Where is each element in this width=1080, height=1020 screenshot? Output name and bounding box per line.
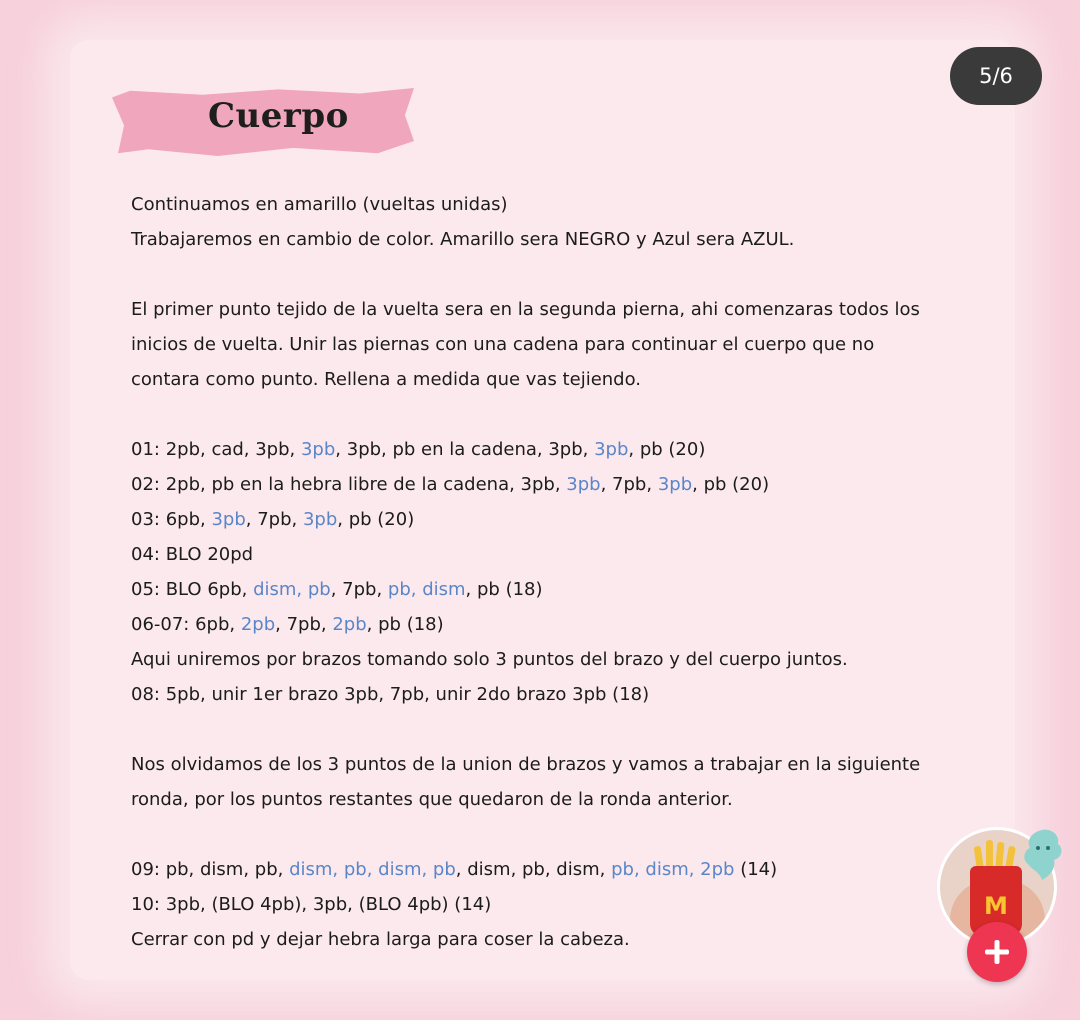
paragraph-line: inicios de vuelta. Unir las piernas con una cadena para continuar el cuerpo que no bbox=[131, 334, 875, 355]
add-button[interactable] bbox=[967, 922, 1027, 982]
arm-join-note: Aqui uniremos por brazos tomando solo 3 puntos del brazo y del cuerpo juntos. bbox=[131, 649, 848, 670]
pattern-text bbox=[131, 187, 971, 957]
round-04: 04: BLO 20pd bbox=[131, 544, 254, 565]
round-06-07: 06-07: 6pb, 2pb, 7pb, 2pb, pb (18) bbox=[131, 614, 444, 635]
fries-avatar[interactable]: M bbox=[940, 830, 1054, 944]
round-02: 02: 2pb, pb en la hebra libre de la cadena, 3pb, 3pb, 7pb, 3pb, pb (20) bbox=[131, 474, 770, 495]
paragraph-line: ronda, por los puntos restantes que quedaron de la ronda anterior. bbox=[131, 789, 733, 810]
intro-line: Continuamos en amarillo (vueltas unidas) bbox=[131, 194, 508, 215]
plus-icon bbox=[982, 937, 1012, 967]
paragraph-line: Nos olvidamos de los 3 puntos de la union de brazos y vamos a trabajar en la siguiente bbox=[131, 754, 921, 775]
round-03: 03: 6pb, 3pb, 7pb, 3pb, pb (20) bbox=[131, 509, 415, 530]
closing-instruction: Cerrar con pd y dejar hebra larga para coser la cabeza. bbox=[131, 929, 630, 950]
sticker-icon bbox=[1020, 826, 1066, 884]
paragraph-line: El primer punto tejido de la vuelta sera en la segunda pierna, ahi comenzaras todos los bbox=[131, 299, 920, 320]
intro-line: Trabajaremos en cambio de color. Amarillo sera NEGRO y Azul sera AZUL. bbox=[131, 229, 795, 250]
paragraph-line: contara como punto. Rellena a medida que vas tejiendo. bbox=[131, 369, 642, 390]
page-indicator: 5/6 bbox=[950, 47, 1042, 105]
round-09: 09: pb, dism, pb, dism, pb, dism, pb, dism, pb, dism, pb, dism, 2pb (14) bbox=[131, 859, 778, 880]
round-05: 05: BLO 6pb, dism, pb, 7pb, pb, dism, pb (18) bbox=[131, 579, 543, 600]
page-title: Cuerpo bbox=[208, 96, 349, 136]
round-10: 10: 3pb, (BLO 4pb), 3pb, (BLO 4pb) (14) bbox=[131, 894, 492, 915]
round-08: 08: 5pb, unir 1er brazo 3pb, 7pb, unir 2do brazo 3pb (18) bbox=[131, 684, 650, 705]
round-01: 01: 2pb, cad, 3pb, 3pb, 3pb, pb en la cadena, 3pb, 3pb, pb (20) bbox=[131, 439, 706, 460]
